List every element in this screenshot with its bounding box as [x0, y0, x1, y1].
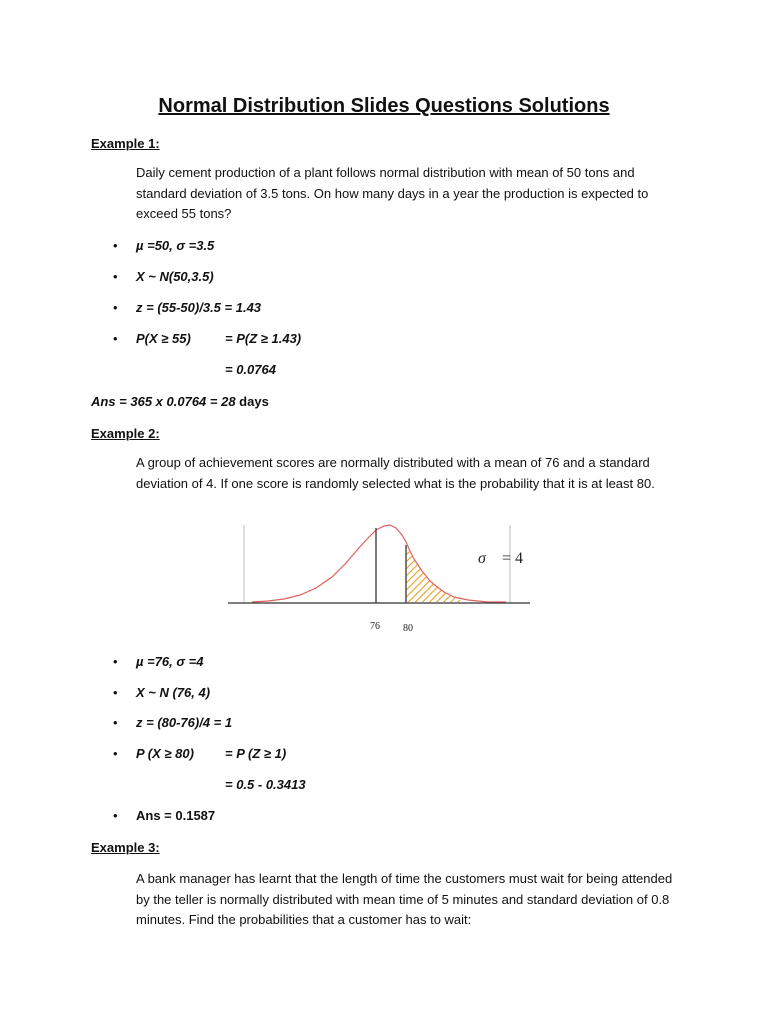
bell-curve	[252, 525, 506, 602]
mean-label: 76	[370, 621, 380, 632]
example-2-bullet-2: • X ~ N (76, 4)	[113, 685, 211, 700]
sigma-symbol: σ	[478, 550, 486, 567]
example-1-bullet-2: • X ~ N(50,3.5)	[113, 269, 214, 284]
example-1-bullet-4: • P(X ≥ 55)	[113, 331, 191, 346]
page-title: Normal Distribution Slides Questions Solutions	[158, 95, 610, 117]
example-2-bullet-4: • P (X ≥ 80)	[113, 746, 194, 761]
example-2-answer: • Ans = 0.1587	[113, 808, 216, 823]
example-1-text: Daily cement production of a plant follows normal distribution with mean of 50 tons and standard deviation of 3.5 tons. On how many days in a year the production is expected to exceed 55 tons?	[136, 165, 649, 221]
example-2-heading: Example 2:	[91, 426, 160, 441]
example-1-prob-cont: = 0.0764	[225, 362, 276, 377]
example-2-prob-rhs: = P (Z ≥ 1)	[225, 746, 287, 761]
x-value-label: 80	[403, 623, 413, 634]
tail-area-shading	[406, 545, 466, 602]
example-1-heading: Example 1:	[91, 136, 160, 151]
example-1-answer: Ans = 365 x 0.0764 = 28 days	[91, 394, 269, 409]
sigma-value: = 4	[502, 550, 524, 567]
normal-curve-figure	[228, 520, 538, 635]
example-1-bullet-3: • z = (55-50)/3.5 = 1.43	[113, 300, 262, 315]
example-1-prob-rhs: = P(Z ≥ 1.43)	[225, 331, 302, 346]
example-2-bullet-1: • µ =76, σ =4	[113, 654, 204, 669]
example-2-prob-cont: = 0.5 - 0.3413	[225, 777, 306, 792]
example-3-text: A bank manager has learnt that the length of time the customers must wait for being attended by the teller is normally distributed with mean time of 5 minutes and standard deviation of 0.8 minutes. Find the probabilities that a customer has to wait:	[136, 871, 673, 927]
example-2-bullet-3: • z = (80-76)/4 = 1	[113, 715, 233, 730]
example-3-heading: Example 3:	[91, 840, 160, 855]
example-1-bullet-1: • µ =50, σ =3.5	[113, 238, 215, 253]
example-2-text: A group of achievement scores are normally distributed with a mean of 76 and a standard deviation of 4. If one score is randomly selected what is the probability that it is at least 80.	[136, 455, 655, 491]
